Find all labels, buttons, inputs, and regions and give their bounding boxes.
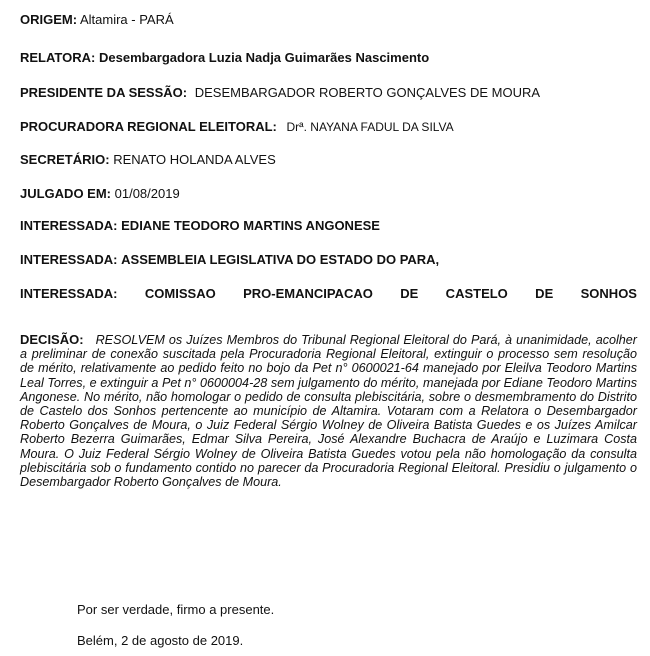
- secretario-value: RENATO HOLANDA ALVES: [113, 152, 276, 167]
- decisao-label: DECISÃO:: [20, 332, 84, 347]
- relatora-label: RELATORA:: [20, 50, 96, 65]
- relatora-line: [20, 50, 429, 65]
- origem-value: Altamira - PARÁ: [79, 12, 174, 27]
- interessada3-label: INTERESSADA:: [20, 286, 118, 301]
- decisao-text: RESOLVEM os Juízes Membros do Tribunal Regional Eleitoral do Pará, à unanimidade, acolher a preliminar de conexão suscitada pela Procuradoria Regional Eleitoral, extinguir o processo sem resolução de mérito, relativamente ao pedido feito no bojo da Pet n° 0600021-64 manejado por Eleilva Teodoro Martins Leal Torres, e extinguir a Pet n° 0600004-28 sem julgamento do mérito, manejada por Ediane Teodoro Martins Angonese. No mérito, não homologar o pedido de consulta plebiscitária, sobre o desmembramento do Distrito de Castelo dos Sonhos pertencente ao município de Altamira. Votaram com a Relatora o Desembargador Roberto Gonçalves de Moura, o Juiz Federal Sérgio Wolney de Oliveira Batista Guedes e os Juízes Amilcar Roberto Bezerra Guimarães, Edmar Silva Pereira, José Alexandre Buchacra de Araújo e Luzimara Costa Moura. O Juiz Federal Sérgio Wolney de Oliveira Batista Guedes votou pela não homologação da consulta plebiscitária sob o fundamento contido no parecer da Procuradoria Regional Eleitoral. Presidiu o julgamento o Desembargador Roberto Gonçalves de Moura.: [20, 333, 637, 490]
- interessada1-label: INTERESSADA:: [20, 218, 118, 233]
- interessada2-value: ASSEMBLEIA LEGISLATIVA DO ESTADO DO PARA,: [121, 252, 440, 267]
- closing-statement: Por ser verdade, firmo a presente.: [77, 602, 275, 617]
- interessada1-value: EDIANE TEODORO MARTINS ANGONESE: [121, 218, 380, 233]
- interessada2-label: INTERESSADA:: [20, 252, 118, 267]
- julgado-value: 01/08/2019: [114, 186, 180, 201]
- presidente-line: [20, 85, 540, 100]
- procuradora-label: PROCURADORA REGIONAL ELEITORAL:: [20, 119, 277, 134]
- presidente-label: PRESIDENTE DA SESSÃO:: [20, 85, 188, 100]
- decisao-paragraph: [20, 333, 637, 489]
- julgado-line: [20, 186, 180, 201]
- interessada2-line: [20, 252, 439, 267]
- origem-line: [20, 12, 174, 27]
- interessada3-value: COMISSAO PRO-EMANCIPACAO DE CASTELO DE SONHOS: [144, 286, 637, 301]
- secretario-line: [20, 152, 276, 167]
- julgado-label: JULGADO EM:: [20, 186, 111, 201]
- secretario-label: SECRETÁRIO:: [20, 152, 110, 167]
- relatora-value: Desembargadora Luzia Nadja Guimarães Nascimento: [98, 50, 430, 65]
- procuradora-value: Drª. NAYANA FADUL DA SILVA: [286, 120, 454, 134]
- interessada3-line: [20, 286, 637, 301]
- interessada1-line: [20, 218, 380, 233]
- procuradora-line: [20, 119, 454, 134]
- presidente-value: DESEMBARGADOR ROBERTO GONÇALVES DE MOURA: [194, 85, 541, 100]
- closing-place-date: Belém, 2 de agosto de 2019.: [77, 633, 244, 648]
- origem-label: ORIGEM:: [20, 12, 78, 27]
